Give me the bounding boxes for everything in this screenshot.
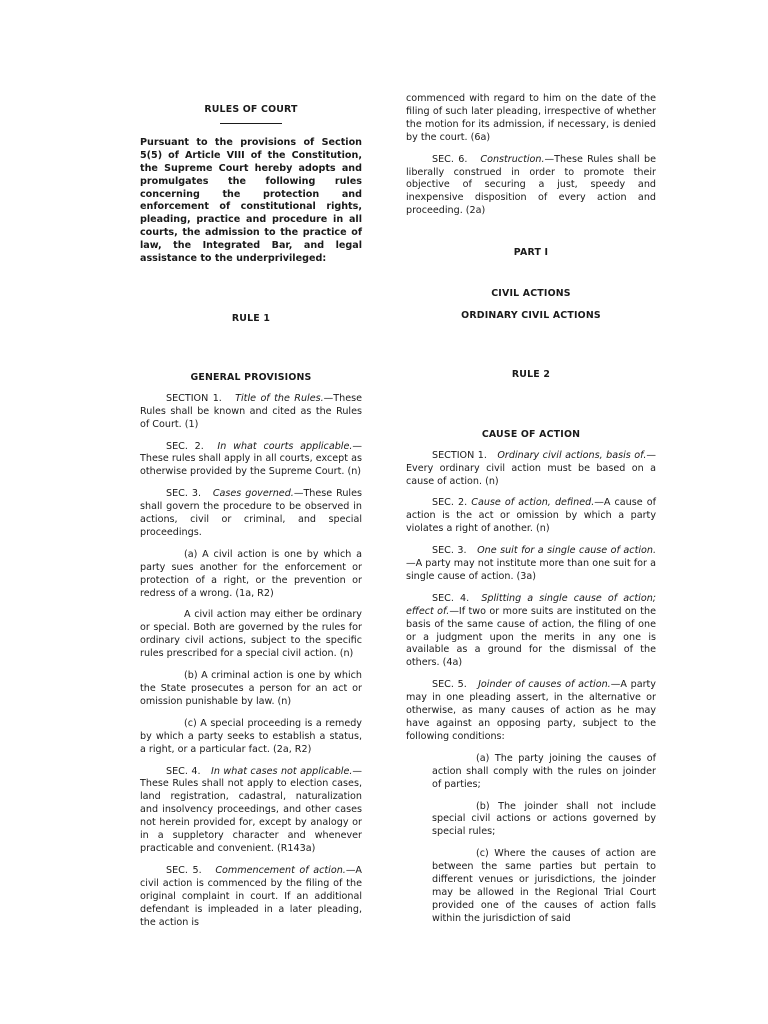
section-3-b: (b) A criminal action is one by which the State prosecutes a person for an act or omission punishable by law. (n) <box>140 670 362 707</box>
section-5: SEC. 5. Commencement of action.—A civil action is commenced by the filing of the original complaint in court. If an additional defendant is impleaded in a later pleading, the action is <box>140 864 362 928</box>
left-column <box>140 92 362 929</box>
right-column <box>406 93 656 926</box>
section-3-a: (a) A civil action is one by which a party sues another for the enforcement or protection of a right, or the prevention or redress of a wrong. (1a, R2) <box>140 548 362 599</box>
section-3-c: (c) A special proceeding is a remedy by which a party seeks to establish a status, a right, or a particular fact. (2a, R2) <box>140 717 362 755</box>
section-1: SECTION 1. Title of the Rules.—These Rules shall be known and cited as the Rules of Court. (1) <box>140 392 362 430</box>
preamble: Pursuant to the provisions of Section 5(5) of Article VIII of the Constitution, the Supreme Court hereby adopts and promulgates the following rules concerning the protection and enforcement of constitutional rights, pleading, practice and procedure in all courts, the admission to the practice of law, the Integrated Bar, and legal assistance to the underprivileged: <box>140 136 362 265</box>
section-2: SEC. 2. In what courts applicable.—These rules shall apply in all courts, except as otherwise provided by the Supreme Court. (n) <box>140 440 362 478</box>
rule-1-subheading: GENERAL PROVISIONS <box>190 371 312 383</box>
rule-2-section-2: SEC. 2. Cause of action, defined.—A cause of action is the act or omission by which a party violates a right of another. (n) <box>406 497 656 535</box>
document-title: RULES OF COURT <box>204 104 298 115</box>
section-3: SEC. 3. Cases governed.—These Rules shall govern the procedure to be observed in actions, civil or criminal, and special proceedings. <box>140 488 362 538</box>
section-5-continued: commenced with regard to him on the date of the filing of such later pleading, irrespective of whether the motion for its admission, if necessary, is denied by the court. (6a) <box>406 93 656 143</box>
rule-2-section-5-c: (c) Where the causes of action are between the same parties but pertain to different venues or jurisdictions, the joinder may be allowed in the Regional Trial Court provided one of the causes of action falls within the jurisdiction of said <box>432 848 656 924</box>
rule-2-section-1: SECTION 1. Ordinary civil actions, basis of.—Every ordinary civil action must be based on a cause of action. (n) <box>406 449 656 487</box>
rule-2-subheading: CAUSE OF ACTION <box>481 428 581 440</box>
rule-2-section-3: SEC. 3. One suit for a single cause of action.—A party may not institute more than one suit for a single cause of action. (3a) <box>406 545 657 582</box>
civil-actions-heading: CIVIL ACTIONS <box>491 288 571 300</box>
rule-2-section-5-a: (a) The party joining the causes of action shall comply with the rules on joinder of parties; <box>432 752 656 790</box>
rule-1-heading: RULE 1 <box>231 312 271 324</box>
rule-2-section-5: SEC. 5. Joinder of causes of action.—A party may in one pleading assert, in the alternative or otherwise, as many causes of action as he may have against an opposing party, subject to the following conditions: <box>406 679 656 742</box>
rule-2-heading: RULE 2 <box>511 368 551 380</box>
rule-2-section-4: SEC. 4. Splitting a single cause of action; effect of.—If two or more suits are instituted on the basis of the same cause of action, the filing of one or a judgment upon the merits in any one is available as a ground for the dismissal of the others. (4a) <box>406 592 657 669</box>
part-heading: PART I <box>513 247 549 259</box>
section-6: SEC. 6. Construction.—These Rules shall be liberally construed in order to promote their objective of securing a just, speedy and inexpensive disposition of every action and proceeding. (2a) <box>406 153 656 217</box>
ordinary-civil-actions-heading: ORDINARY CIVIL ACTIONS <box>461 309 601 321</box>
section-4: SEC. 4. In what cases not applicable.—These Rules shall not apply to election cases, land registration, cadastral, naturalization and insolvency proceedings, and other cases not herein provided for, except by analogy or in a suppletory character and whenever practicable and convenient. (R143a) <box>140 765 363 854</box>
rule-2-section-5-b: (b) The joinder shall not include special civil actions or actions governed by special rules; <box>432 800 656 838</box>
section-3-a-paragraph-2: A civil action may either be ordinary or special. Both are governed by the rules for ordinary civil actions, subject to the specific rules prescribed for a special civil action. (n) <box>140 609 362 660</box>
